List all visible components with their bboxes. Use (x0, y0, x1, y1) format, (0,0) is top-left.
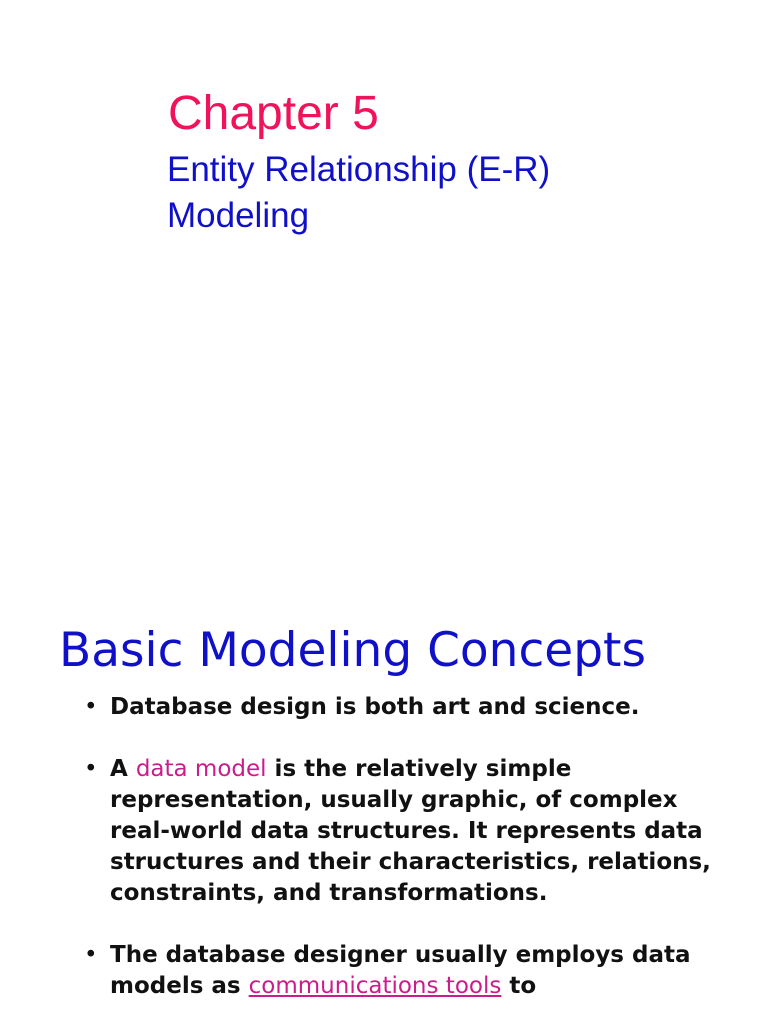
bullet-item-1 (84, 692, 744, 723)
bullet-dot-icon: • (84, 942, 98, 968)
slide-title: Basic Modeling Concepts (59, 623, 646, 678)
bullet-text-post: to (501, 973, 537, 999)
bullet-dot-icon: • (84, 756, 98, 782)
bullet-dot-icon: • (84, 694, 98, 720)
bullet-item-2 (84, 754, 744, 909)
chapter-subtitle (167, 147, 727, 239)
chapter-subtitle-line-1: Entity Relationship (E-R) (167, 150, 551, 189)
bullet-item-3 (84, 940, 744, 1002)
term-data-model: data model (135, 756, 267, 782)
bullet-text-post: is the relatively simple representation, usually graphic, of complex real-world data structures. It represents data structures and their characteristics, relations, constraints, and transformations. (110, 756, 711, 906)
chapter-title: Chapter 5 (168, 87, 379, 140)
term-communications-tools: communications tools (248, 973, 502, 999)
bullet-list (84, 692, 744, 1033)
chapter-subtitle-line-2: Modeling (167, 196, 310, 235)
concepts-slide (0, 590, 768, 1024)
bullet-text: Database design is both art and science. (110, 694, 640, 720)
bullet-text-pre: The database designer usually employs data models as (110, 942, 691, 999)
bullet-text-pre: A (110, 756, 136, 782)
